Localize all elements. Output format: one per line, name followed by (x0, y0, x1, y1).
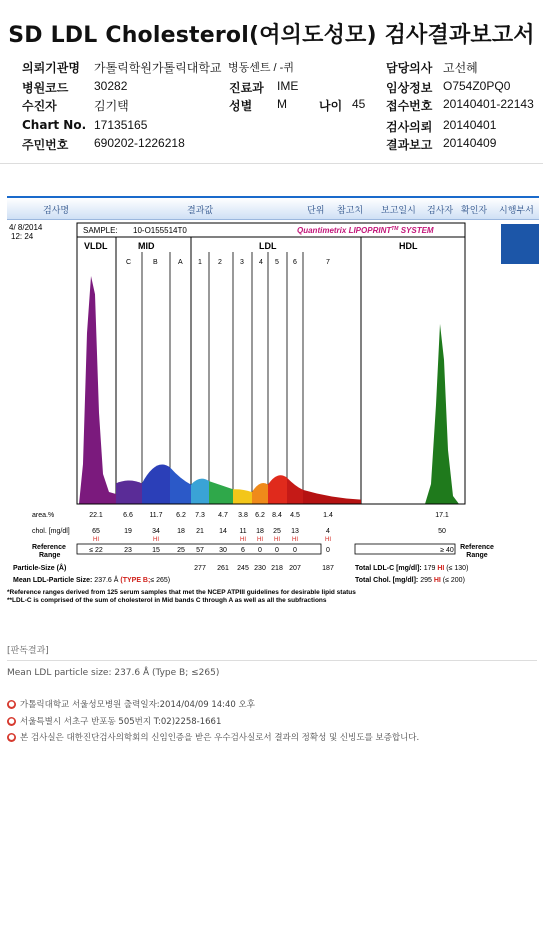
hi-flag: HI (292, 537, 298, 543)
ldl-sub-label: 3 (240, 259, 244, 266)
footer-line (7, 715, 221, 727)
footnote-1: *Reference ranges derived from 125 serum samples that met the NCEP ATPIII guidelines for desirable lipid status (7, 589, 356, 596)
info-value: 17135165 (94, 118, 148, 132)
result-table (7, 512, 494, 604)
table-cell: 21 (196, 528, 204, 535)
col-dept: 시행부서 (499, 206, 534, 216)
col-tester: 검사자 (427, 206, 454, 216)
info-value: 20140401-22143 (443, 97, 534, 111)
hi-flag: HI (257, 537, 263, 543)
ldl-sub-label: 1 (198, 259, 202, 266)
col-confirmer: 확인자 (461, 206, 488, 216)
footer-text: 서울특별시 서초구 반포동 505번지 T:02)2258-1661 (20, 717, 222, 727)
table-cell: 18 (177, 528, 185, 535)
reference-cell: 30 (219, 547, 227, 554)
mid-sub-label: B (153, 259, 158, 266)
curve-fraction (209, 481, 233, 504)
info-label: 수진자 (22, 99, 57, 113)
footer-line (7, 698, 255, 710)
table-cell: 13 (291, 528, 299, 535)
reference-cell: 0 (293, 547, 297, 554)
curve-fraction (268, 475, 287, 504)
sample-number: 10-O155514T0 (133, 226, 187, 235)
info-value: 45 (352, 97, 366, 111)
curve-fraction (252, 483, 268, 504)
reference-cell: 0 (326, 547, 330, 554)
table-cell: 4.7 (218, 512, 228, 519)
reference-cell: ≤ 22 (89, 547, 103, 554)
info-label: 의뢰기관명 (22, 61, 80, 75)
reference-label-right: Reference (460, 544, 494, 551)
curve-fraction (303, 490, 361, 504)
reference-cell: 15 (152, 547, 160, 554)
info-label: 검사의뢰 (386, 120, 433, 134)
table-cell: 8.4 (272, 512, 282, 519)
curve-fraction (142, 465, 170, 504)
footer-text: 가톨릭대학교 서울성모병원 출력일자:2014/04/09 14:40 오후 (20, 700, 255, 710)
curve-fraction (170, 467, 191, 504)
bullet-icon: ● (8, 717, 15, 725)
lipoprint-report (7, 196, 539, 606)
report-time: 12: 24 (11, 232, 34, 241)
particle-size-cell: 218 (271, 565, 283, 572)
table-cell: 11.7 (149, 512, 163, 519)
info-label: 성별 (229, 99, 253, 113)
bullet-icon: ● (8, 733, 15, 741)
reference-cell: 0 (275, 547, 279, 554)
ldl-sub-label: 4 (259, 259, 263, 266)
ldl-sub-label: 2 (218, 259, 222, 266)
particle-size-cell: 245 (237, 565, 249, 572)
total-chol: Total Chol. [mg/dl]: 295 HI (≤ 200) (355, 577, 465, 584)
electrophoresis-curves (79, 276, 459, 504)
curve-vldl (79, 276, 116, 504)
band-label-mid: MID (138, 241, 155, 251)
particle-size-cell: 277 (194, 565, 206, 572)
reference-cell: 6 (241, 547, 245, 554)
hi-flag: HI (240, 537, 246, 543)
reference-label: Reference (32, 544, 66, 551)
hi-flag: HI (153, 537, 159, 543)
reference-cell: 23 (124, 547, 132, 554)
info-value: 가톨릭학원가톨릭대학교 (94, 61, 222, 75)
table-cell: 6.2 (176, 512, 186, 519)
info-value: 고선혜 (443, 61, 478, 75)
table-cell: 50 (438, 528, 446, 535)
divider (0, 163, 543, 164)
hi-flag: HI (93, 537, 99, 543)
table-cell: 4 (326, 528, 330, 535)
table-cell: 7.3 (195, 512, 205, 519)
judgement-text: Mean LDL particle size: 237.6 Å (Type B; ≤265) (7, 668, 220, 678)
info-value: 20140401 (443, 118, 497, 132)
brand-label: Quantimetrix LIPOPRINT™ SYSTEM (297, 226, 434, 235)
col-report-date: 보고일시 (381, 206, 416, 216)
chart-frame (77, 223, 465, 504)
subfraction-labels (126, 259, 330, 266)
col-reference: 참고치 (337, 206, 364, 216)
band-label-hdl: HDL (399, 241, 418, 251)
particle-size-cell: 230 (254, 565, 266, 572)
info-label: 결과보고 (386, 138, 433, 152)
band-label-ldl: LDL (259, 241, 277, 251)
bullet-icon: ● (8, 700, 15, 708)
judgement-title: [판독결과] (7, 646, 49, 656)
band-labels (84, 241, 418, 251)
mean-ldl-size: Mean LDL-Particle Size: 237.6 Å (TYPE B;≤ 265) (13, 577, 171, 584)
info-label: 병동센트 / -퀴 (228, 62, 294, 74)
divider (7, 660, 537, 661)
col-unit: 단위 (307, 206, 325, 216)
table-cell: 65 (92, 528, 100, 535)
table-cell: 25 (273, 528, 281, 535)
particle-size-label: Particle-Size (Å) (13, 565, 67, 572)
reference-label-right: Range (466, 552, 488, 559)
info-label: 주민번호 (22, 138, 69, 152)
info-label: 진료과 (229, 81, 264, 95)
footer-text: 본 검사실은 대한진단검사의학회의 신임인증을 받은 우수검사실로서 결과의 정확성 및 신빙도를 보증합니다. (20, 733, 420, 743)
particle-size-cell: 187 (322, 565, 334, 572)
curve-fraction (191, 479, 209, 504)
info-value: O754Z0PQ0 (443, 79, 511, 93)
mid-sub-label: A (178, 259, 183, 266)
total-ldl: Total LDL-C [mg/dl]: 179 HI (≤ 130) (355, 565, 469, 572)
info-value: 김기택 (94, 99, 129, 113)
info-value: 20140409 (443, 136, 497, 150)
info-value: IME (277, 79, 299, 93)
info-label: 임상정보 (386, 81, 433, 95)
table-cell: 4.5 (290, 512, 300, 519)
col-test-name: 검사명 (43, 206, 70, 216)
table-cell: 14 (219, 528, 227, 535)
table-cell: 1.4 (323, 512, 333, 519)
lipoprint-chart (7, 196, 501, 606)
band-label-vldl: VLDL (84, 241, 108, 251)
table-cell: 22.1 (89, 512, 103, 519)
reference-cell: ≥ 40 (440, 547, 454, 554)
curve-fraction (116, 480, 142, 504)
table-cell: 11 (239, 528, 247, 535)
hi-flag: HI (325, 537, 331, 543)
info-label: Chart No. (22, 118, 87, 132)
table-cell: 17.1 (435, 512, 449, 519)
mid-sub-label: C (126, 259, 132, 266)
curve-fraction (287, 478, 303, 504)
info-label: 접수번호 (386, 99, 433, 113)
footer-line (7, 731, 419, 743)
table-cell: 6.2 (255, 512, 265, 519)
table-cell: 19 (124, 528, 132, 535)
band-dividers (116, 237, 361, 504)
info-label: 나이 (319, 99, 343, 113)
curve-fraction (233, 489, 252, 504)
info-label: 병원코드 (22, 81, 69, 95)
table-cell: 3.8 (238, 512, 248, 519)
info-value: 690202-1226218 (94, 136, 185, 150)
table-cell: 6.6 (123, 512, 133, 519)
col-result: 결과값 (187, 206, 214, 216)
table-row-label: area.% (32, 512, 55, 519)
reference-label: Range (39, 552, 61, 559)
info-value: 30282 (94, 79, 128, 93)
curve-hdl (425, 324, 459, 504)
reference-cell: 57 (196, 547, 204, 554)
table-cell: 18 (256, 528, 264, 535)
hi-flag: HI (274, 537, 280, 543)
ldl-sub-label: 5 (275, 259, 279, 266)
ldl-sub-label: 6 (293, 259, 297, 266)
reference-cell: 0 (258, 547, 262, 554)
page-title: SD LDL Cholesterol(여의도성모) 검사결과보고서 (8, 23, 535, 48)
side-marker (501, 224, 539, 264)
footnote-2: **LDL-C is comprised of the sum of cholesterol in Mid bands C through A as well as all the subfractions (7, 597, 327, 604)
reference-cell: 25 (177, 547, 185, 554)
info-value: M (277, 97, 287, 111)
ldl-sub-label: 7 (326, 259, 330, 266)
info-label: 담당의사 (386, 61, 433, 75)
sample-label: SAMPLE: (83, 226, 118, 235)
report-date: 4/ 8/2014 (9, 223, 43, 232)
table-cell: 34 (152, 528, 160, 535)
particle-size-cell: 261 (217, 565, 229, 572)
table-row-label: chol. [mg/dl] (32, 528, 70, 535)
particle-size-cell: 207 (289, 565, 301, 572)
